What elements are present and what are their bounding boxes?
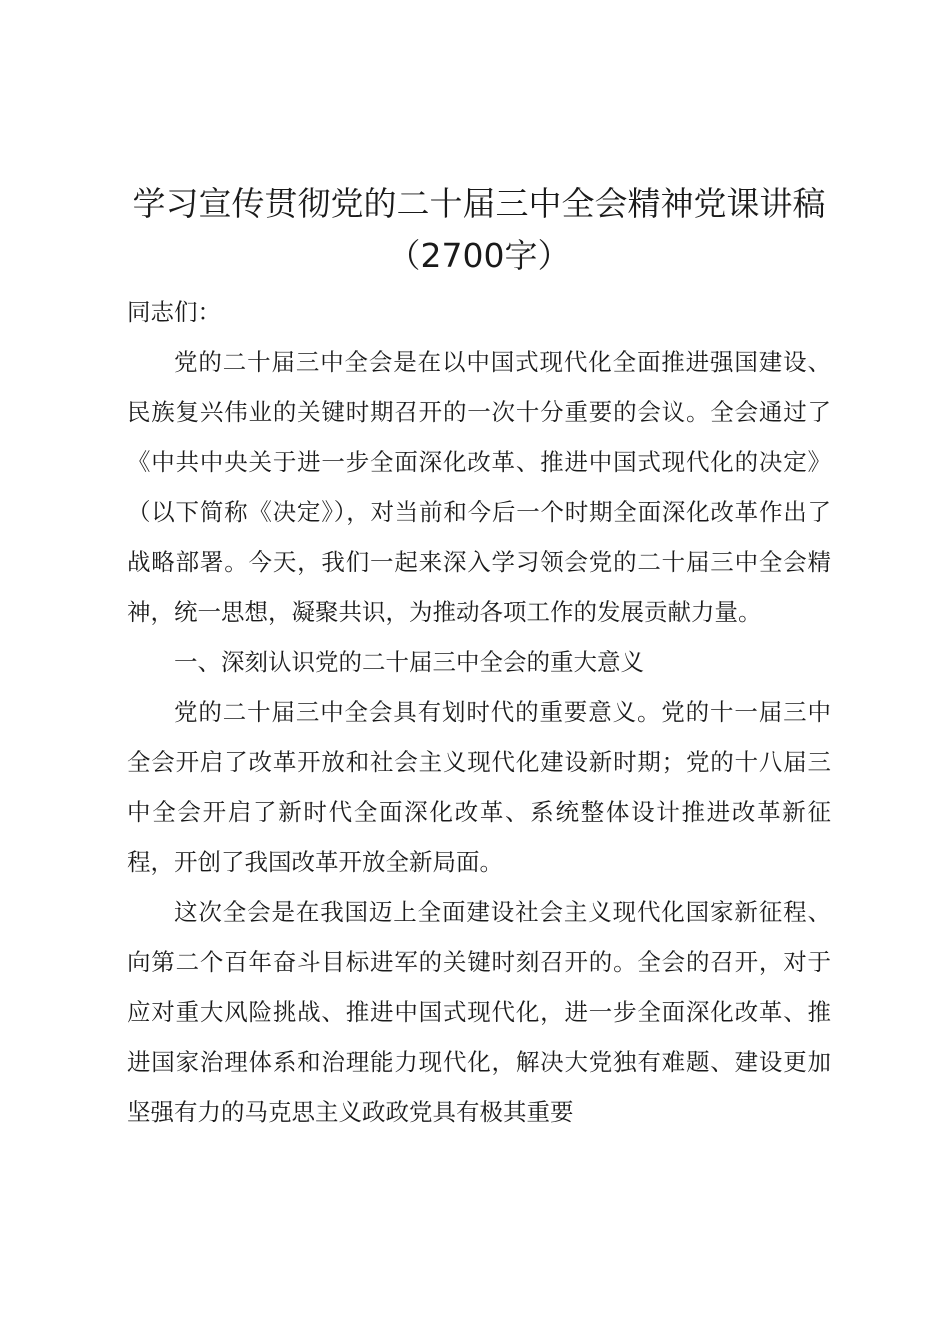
paragraph-significance: 党的二十届三中全会具有划时代的重要意义。党的十一届三中全会开启了改革开放和社会主义现代化建设新时期；党的十八届三中全会开启了新时代全面深化改革、系统整体设计推进改革新征程，开创了我国改革开放全新局面。	[127, 698, 831, 876]
section-heading-1: 一、深刻认识党的二十届三中全会的重大意义	[174, 648, 644, 676]
document-title: 学习宣传贯彻党的二十届三中全会精神党课讲稿（2700字）	[132, 184, 826, 275]
paragraph-context: 这次全会是在我国迈上全面建设社会主义现代化国家新征程、向第二个百年奋斗目标进军的关键时刻召开的。全会的召开，对于应对重大风险挑战、推进中国式现代化，进一步全面深化改革、推进国家治理体系和治理能力现代化，解决大党独有难题、建设更加坚强有力的马克思主义政政党具有极其重要	[127, 898, 831, 1126]
document-body	[127, 178, 831, 1137]
paragraph-intro: 党的二十届三中全会是在以中国式现代化全面推进强国建设、民族复兴伟业的关键时期召开的一次十分重要的会议。全会通过了《中共中央关于进一步全面深化改革、推进中国式现代化的决定》（以下简称《决定》），对当前和今后一个时期全面深化改革作出了战略部署。今天，我们一起来深入学习领会党的二十届三中全会精神，统一思想，凝聚共识，为推动各项工作的发展贡献力量。	[127, 348, 831, 626]
salutation: 同志们：	[127, 298, 221, 326]
